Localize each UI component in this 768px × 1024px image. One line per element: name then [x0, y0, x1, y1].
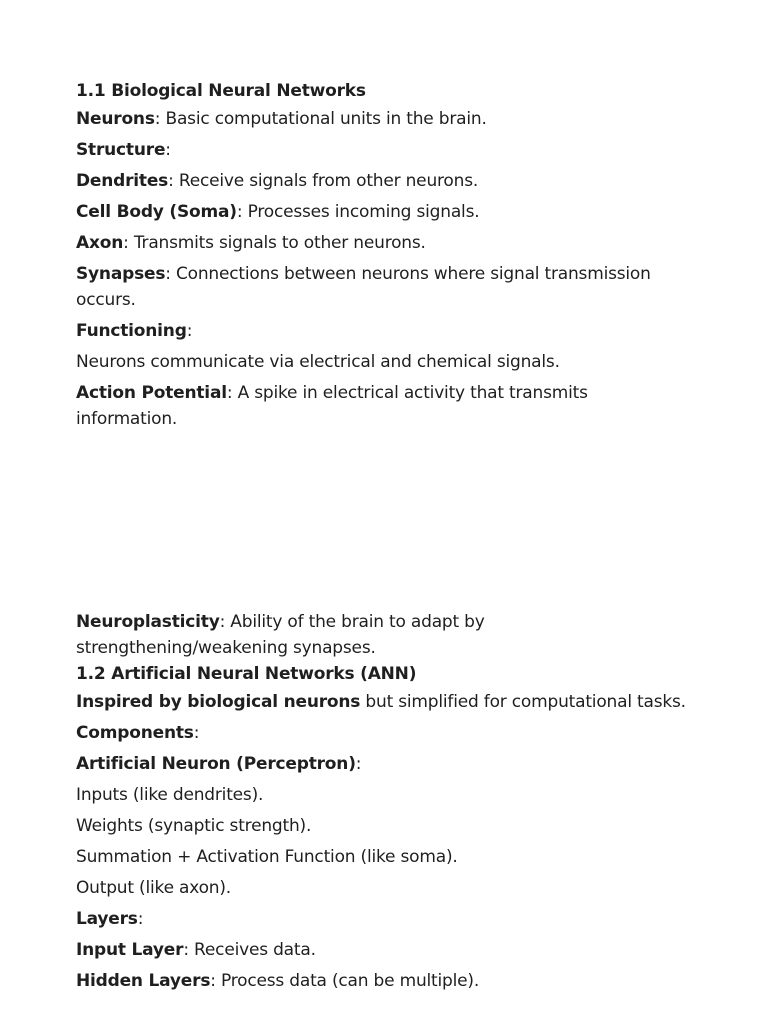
section-heading: 1.1 Biological Neural Networks [76, 81, 366, 101]
input-layer-text: : Receives data. [183, 940, 316, 960]
action-potential-term: Action Potential [76, 383, 227, 403]
neurons-line [76, 106, 686, 132]
neurons-text: : Basic computational units in the brain. [154, 109, 487, 129]
section-artificial-neural-networks [76, 609, 686, 999]
weights-line: Weights (synaptic strength). [76, 816, 312, 836]
synapses-term: Synapses [76, 264, 166, 284]
input-layer-term: Input Layer [76, 940, 184, 960]
structure-term: Structure [76, 140, 166, 160]
artificial-neuron-term: Artificial Neuron (Perceptron) [76, 754, 356, 774]
functioning-line [76, 318, 686, 344]
artificial-neuron-line [76, 751, 686, 777]
functioning-text: : [186, 321, 193, 341]
cell-body-term: Cell Body (Soma) [76, 202, 237, 222]
inspired-text: but simplified for computational tasks. [360, 692, 686, 712]
dendrites-term: Dendrites [76, 171, 169, 191]
output-line: Output (like axon). [76, 878, 232, 898]
hidden-layers-term: Hidden Layers [76, 971, 211, 991]
components-term: Components [76, 723, 194, 743]
functioning-term: Functioning [76, 321, 187, 341]
neuroplasticity-text: : Ability of the brain to adapt by strengthening/weakening synapses. [76, 612, 485, 658]
summation-line: Summation + Activation Function (like soma). [76, 847, 458, 867]
axon-term: Axon [76, 233, 124, 253]
dendrites-text: : Receive signals from other neurons. [168, 171, 479, 191]
inspired-line [76, 689, 686, 715]
layers-term: Layers [76, 909, 138, 929]
axon-text: : Transmits signals to other neurons. [123, 233, 426, 253]
input-layer-line [76, 937, 686, 963]
components-line [76, 720, 686, 746]
communicate-line: Neurons communicate via electrical and chemical signals. [76, 352, 560, 372]
cell-body-text: : Processes incoming signals. [236, 202, 480, 222]
structure-text: : [165, 140, 171, 160]
cell-body-line [76, 199, 686, 225]
synapses-text: : Connections between neurons where signal transmission occurs. [76, 264, 651, 310]
neuroplasticity-line [76, 609, 686, 661]
neurons-term: Neurons [76, 109, 155, 129]
synapses-line [76, 261, 686, 313]
artificial-neuron-text: : [355, 754, 362, 774]
components-text: : [193, 723, 200, 743]
action-potential-line [76, 380, 686, 432]
section-heading: 1.2 Artificial Neural Networks (ANN) [76, 664, 417, 684]
section-biological-neural-networks [76, 78, 686, 437]
structure-line [76, 137, 686, 163]
layers-line [76, 906, 686, 932]
inputs-line: Inputs (like dendrites). [76, 785, 264, 805]
action-potential-text: : A spike in electrical activity that transmits information. [76, 383, 588, 429]
neuroplasticity-term: Neuroplasticity [76, 612, 220, 632]
layers-text: : [137, 909, 144, 929]
hidden-layers-line [76, 968, 686, 994]
dendrites-line [76, 168, 686, 194]
axon-line [76, 230, 686, 256]
inspired-term: Inspired by biological neurons [76, 692, 361, 712]
hidden-layers-text: : Process data (can be multiple). [210, 971, 480, 991]
